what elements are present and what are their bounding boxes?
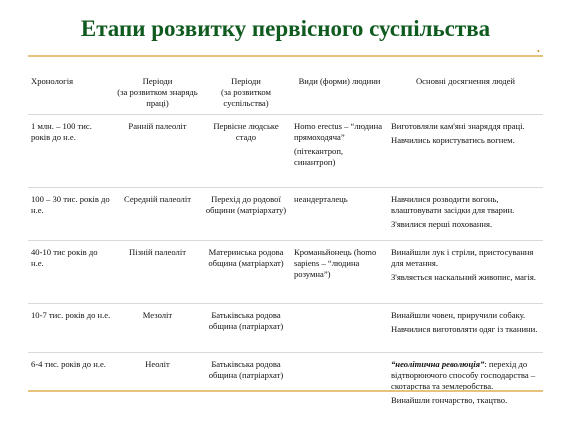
neolithic-term: “неолітична революція”	[391, 359, 485, 369]
cell-achievements	[388, 241, 543, 304]
cell-chronology: 40-10 тис років до н.е.	[28, 241, 114, 304]
cell-achievements	[388, 304, 543, 353]
neolithic-underlined: скотарства та землеробства	[391, 381, 492, 391]
achievement-line: Винайшли гончарство, ткацтво.	[391, 395, 508, 405]
cell-human-forms	[291, 188, 388, 241]
cell-human-forms	[291, 304, 388, 353]
header-chronology	[28, 66, 114, 115]
title-underline	[28, 55, 543, 57]
cell-achievements	[388, 115, 543, 188]
cell-period-tools: Неоліт	[114, 353, 201, 410]
header-period-tools-label: Періоди	[142, 76, 173, 86]
header-period-society-sub: (за розвитком суспільства)	[221, 87, 271, 108]
cell-period-society: Первісне людське стадо	[201, 115, 291, 188]
header-chronology-label: Хронологія	[31, 76, 74, 86]
cell-period-tools: Мезоліт	[114, 304, 201, 353]
header-period-society	[201, 66, 291, 115]
cell-period-society: Перехід до родової общини (матріархату)	[201, 188, 291, 241]
header-period-society-label: Періоди	[231, 76, 261, 86]
header-human-forms-label: Види (форми) людини	[298, 76, 381, 86]
human-form-line: Homo erectus – “людина прямоходяча”	[294, 121, 383, 142]
cell-period-society: Батьківська родова община (патріархат)	[201, 353, 291, 410]
cell-chronology: 100 – 30 тис. років до н.е.	[28, 188, 114, 241]
table-row	[28, 115, 543, 188]
table-row	[28, 353, 543, 410]
cell-achievements	[388, 353, 543, 410]
human-form-line: (пітекантроп, синантроп)	[294, 146, 344, 167]
human-form-line: Кроманьйонець (homo sapiens – “людина розумна”)	[294, 247, 377, 279]
table-header-row	[28, 66, 543, 115]
cell-human-forms	[291, 241, 388, 304]
neolithic-revolution-text	[391, 359, 540, 392]
achievement-line: Винайшли човен, приручили собаку.	[391, 310, 526, 320]
header-period-tools	[114, 66, 201, 115]
cell-human-forms	[291, 115, 388, 188]
header-human-forms	[291, 66, 388, 115]
stages-table	[28, 66, 543, 409]
cell-chronology: 1 млн. – 100 тис. років до н.е.	[28, 115, 114, 188]
achievement-line: З'явилися перші поховання.	[391, 219, 493, 229]
cell-period-society: Материнська родова община (матріархат)	[201, 241, 291, 304]
achievement-line: Навчилися виготовляти одяг із тканини.	[391, 324, 538, 334]
cell-achievements	[388, 188, 543, 241]
table-row	[28, 304, 543, 353]
cell-human-forms	[291, 353, 388, 410]
cell-period-tools: Середній палеоліт	[114, 188, 201, 241]
header-achievements	[388, 66, 543, 115]
page-title: Етапи розвитку первісного суспільства	[80, 16, 491, 41]
neolithic-text-before: : перехід до відтворюючого способу господарства –	[391, 359, 536, 380]
table-row	[28, 188, 543, 241]
cell-period-society: Батьківська родова община (патріархат)	[201, 304, 291, 353]
header-achievements-label: Основні досягнення людей	[415, 76, 516, 86]
cell-chronology: 10-7 тис. років до н.е.	[28, 304, 114, 353]
achievement-line: Виготовляли кам'яні знаряддя праці.	[391, 121, 525, 131]
achievement-line: Навчились користуватись вогнем.	[391, 135, 515, 145]
achievement-line: Винайшли лук і стріли, пристосування для метання.	[391, 247, 534, 268]
header-period-tools-sub: (за розвитком знарядь праці)	[117, 87, 198, 108]
human-form-line: неандерталець	[294, 194, 348, 204]
cell-chronology: 6-4 тис. років до н.е.	[28, 353, 114, 410]
table-row	[28, 241, 543, 304]
bottom-divider	[28, 390, 543, 392]
decorative-dot: •	[537, 47, 540, 56]
achievement-line: З'являється наскальний живопис, магія.	[391, 272, 536, 282]
neolithic-text-after: .	[491, 381, 494, 391]
cell-period-tools: Пізній палеоліт	[114, 241, 201, 304]
cell-period-tools: Ранній палеоліт	[114, 115, 201, 188]
achievement-line: Навчилися розводити вогонь, влаштовувати засідки для тварин.	[391, 194, 515, 215]
